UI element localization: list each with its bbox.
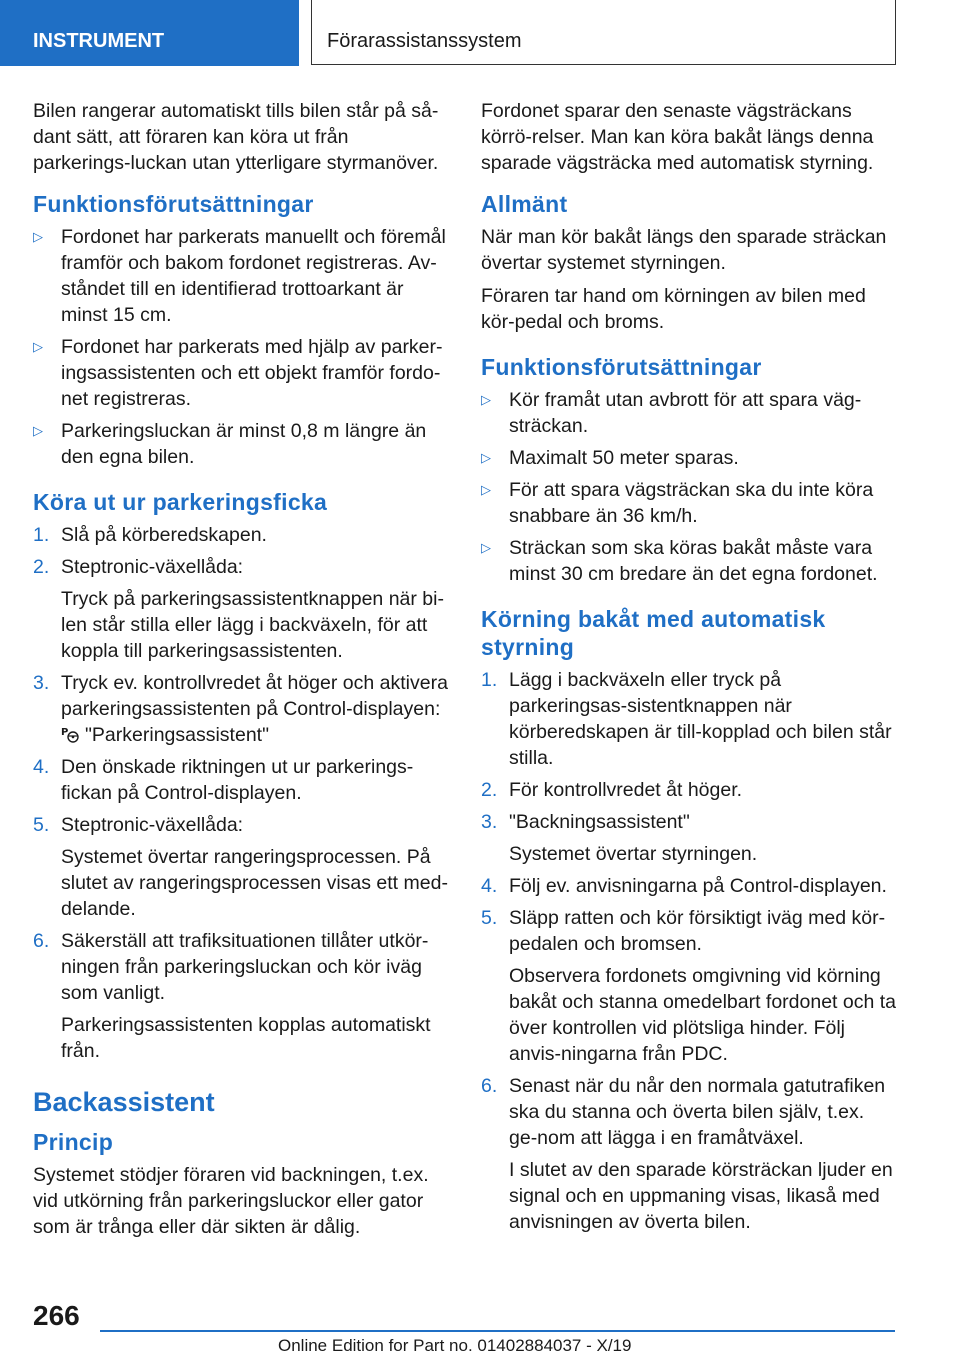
- step-icon-line: P "Parkeringsassistent": [61, 724, 270, 746]
- list-item: ▷ Maximalt 50 meter sparas.: [481, 447, 739, 469]
- list-item: ▷ Fordonet har parkerats med hjälp av parker-ingsassistenten och ett objekt framför fordo-net registreras.: [33, 336, 443, 410]
- list-item: 3. "Backningsassistent" Systemet övertar styrningen.: [481, 809, 896, 867]
- right-column: [481, 98, 896, 1241]
- bullet-triangle-icon: ▷: [481, 540, 491, 555]
- svg-text:P: P: [61, 727, 69, 738]
- page-number: 266: [33, 1300, 80, 1331]
- list-item: 3. Tryck ev. kontrollvredet åt höger och aktivera parkeringsassistenten på Control-displayen: P "Parkeringsassistent": [33, 672, 448, 746]
- section-tab: INSTRUMENT: [0, 0, 299, 66]
- section-heading-requirements: Funktionsförutsättningar: [481, 354, 762, 380]
- left-column: [33, 98, 448, 1247]
- parking-assist-icon: [61, 725, 79, 743]
- list-item: 4. Följ ev. anvisningarna på Control-displayen.: [481, 875, 887, 897]
- list-item: ▷ För att spara vägsträckan ska du inte köra snabbare än 36 km/h.: [481, 479, 874, 527]
- section-heading-reverse-steering: Körning bakåt med automatisk styrning: [481, 606, 826, 660]
- intro-paragraph: Bilen rangerar automatiskt tills bilen står på så-dant sätt, att föraren kan köra ut från parkerings-luckan utan ytterligare styrmanöver.: [33, 100, 439, 174]
- page-header: [0, 0, 960, 66]
- bullet-triangle-icon: ▷: [481, 482, 491, 497]
- section-heading-exit-parking: Köra ut ur parkeringsficka: [33, 489, 328, 515]
- footer-divider: [100, 1330, 895, 1332]
- step-detail: Parkeringsassistenten kopplas automatiskt från.: [61, 1014, 431, 1062]
- step-detail: Observera fordonets omgivning vid körning bakåt och stanna omedelbart fordonet och ta över kontrollen vid plötsliga hinder. Följ anvis-ningarna från PDC.: [509, 965, 897, 1065]
- bullet-triangle-icon: ▷: [33, 423, 43, 438]
- bullet-triangle-icon: ▷: [33, 339, 43, 354]
- section-heading-requirements: Funktionsförutsättningar: [33, 191, 314, 217]
- list-item: 5. Släpp ratten och kör försiktigt iväg med kör-pedalen och bromsen. Observera fordonets omgivning vid körning bakåt och stanna omedelbart fordonet och ta över kontrollen vid plötsliga hinder. Följ anvis-ningarna från PDC.: [481, 907, 897, 1065]
- bullet-triangle-icon: ▷: [481, 392, 491, 407]
- step-detail: Systemet övertar styrningen.: [509, 843, 758, 865]
- section-heading-backassist: Backassistent: [33, 1087, 215, 1117]
- list-item: 5. Steptronic-växellåda: Systemet övertar rangeringsprocessen. På slutet av rangeringsprocessen visas ett med-delande.: [33, 814, 448, 920]
- list-item: 2. För kontrollvredet åt höger.: [481, 779, 743, 801]
- list-item: 6. Senast när du når den normala gatutrafiken ska du stanna och överta bilen själv, t.ex. ge-nom att lägga i en framåtväxel. I slutet av den sparade körsträckan ljuder en signal och en uppmaning visas, likaså med anvisningen av överta bilen.: [481, 1073, 896, 1235]
- reverse-steps-list: [481, 667, 896, 1235]
- requirements-list: [481, 387, 896, 587]
- step-detail: I slutet av den sparade körsträckan ljuder en signal och en uppmaning visas, likaså med anvisningen av överta bilen.: [509, 1159, 893, 1233]
- list-item: ▷ Parkeringsluckan är minst 0,8 m längre än den egna bilen.: [33, 420, 427, 468]
- step-detail: Systemet övertar rangeringsprocessen. På slutet av rangeringsprocessen visas ett med-delande.: [61, 846, 448, 920]
- bullet-triangle-icon: ▷: [481, 450, 491, 465]
- list-item: 1. Lägg i backväxeln eller tryck på parkeringsas-sistentknappen när körberedskapen är till-kopplad och bilen står stilla.: [481, 669, 892, 769]
- section-heading-general: Allmänt: [481, 191, 568, 217]
- bullet-triangle-icon: ▷: [33, 229, 43, 244]
- general-paragraph: När man kör bakåt längs den sparade sträckan övertar systemet styrningen.: [481, 226, 887, 274]
- requirements-list: [33, 224, 448, 470]
- list-item: 6. Säkerställ att trafiksituationen tillåter utkör-ningen från parkeringsluckan och kör iväg som vanligt. Parkeringsassistenten kopplas automatiskt från.: [33, 928, 448, 1064]
- general-paragraph: Föraren tar hand om körningen av bilen med kör-pedal och broms.: [481, 285, 866, 333]
- list-item: ▷ Sträckan som ska köras bakåt måste vara minst 30 cm bredare än det egna fordonet.: [481, 537, 878, 585]
- chapter-title: Förarassistanssystem: [311, 0, 896, 65]
- principle-paragraph: Systemet stödjer föraren vid backningen, t.ex. vid utkörning från parkeringsluckor eller gator som är trånga eller där sikten är dålig.: [33, 1164, 429, 1238]
- section-heading-principle: Princip: [33, 1129, 114, 1155]
- list-item: 2. Steptronic-växellåda: Tryck på parkeringsassistentknappen när bi-len står stilla eller lägg i backväxeln, för att koppla till parkeringsassistenten.: [33, 554, 448, 664]
- footer-edition: Online Edition for Part no. 01402884037 - X/19: [278, 1336, 632, 1355]
- list-item: ▷ Kör framåt utan avbrott för att spara väg-sträckan.: [481, 389, 862, 437]
- list-item: ▷ Fordonet har parkerats manuellt och föremål framför och bakom fordonet registreras. Av-ståndet till en identifierad trottoarkant är minst 15 cm.: [33, 226, 446, 326]
- intro-paragraph: Fordonet sparar den senaste vägsträckans körrö-relser. Man kan köra bakåt längs denna sparade vägsträcka med automatisk styrning.: [481, 100, 874, 174]
- list-item: 1. Slå på körberedskapen.: [33, 524, 267, 546]
- list-item: 4. Den önskade riktningen ut ur parkerings-fickan på Control-displayen.: [33, 756, 414, 804]
- step-detail: Tryck på parkeringsassistentknappen när bi-len står stilla eller lägg i backväxeln, för att koppla till parkeringsassistenten.: [61, 588, 444, 662]
- exit-steps-list: [33, 522, 448, 1064]
